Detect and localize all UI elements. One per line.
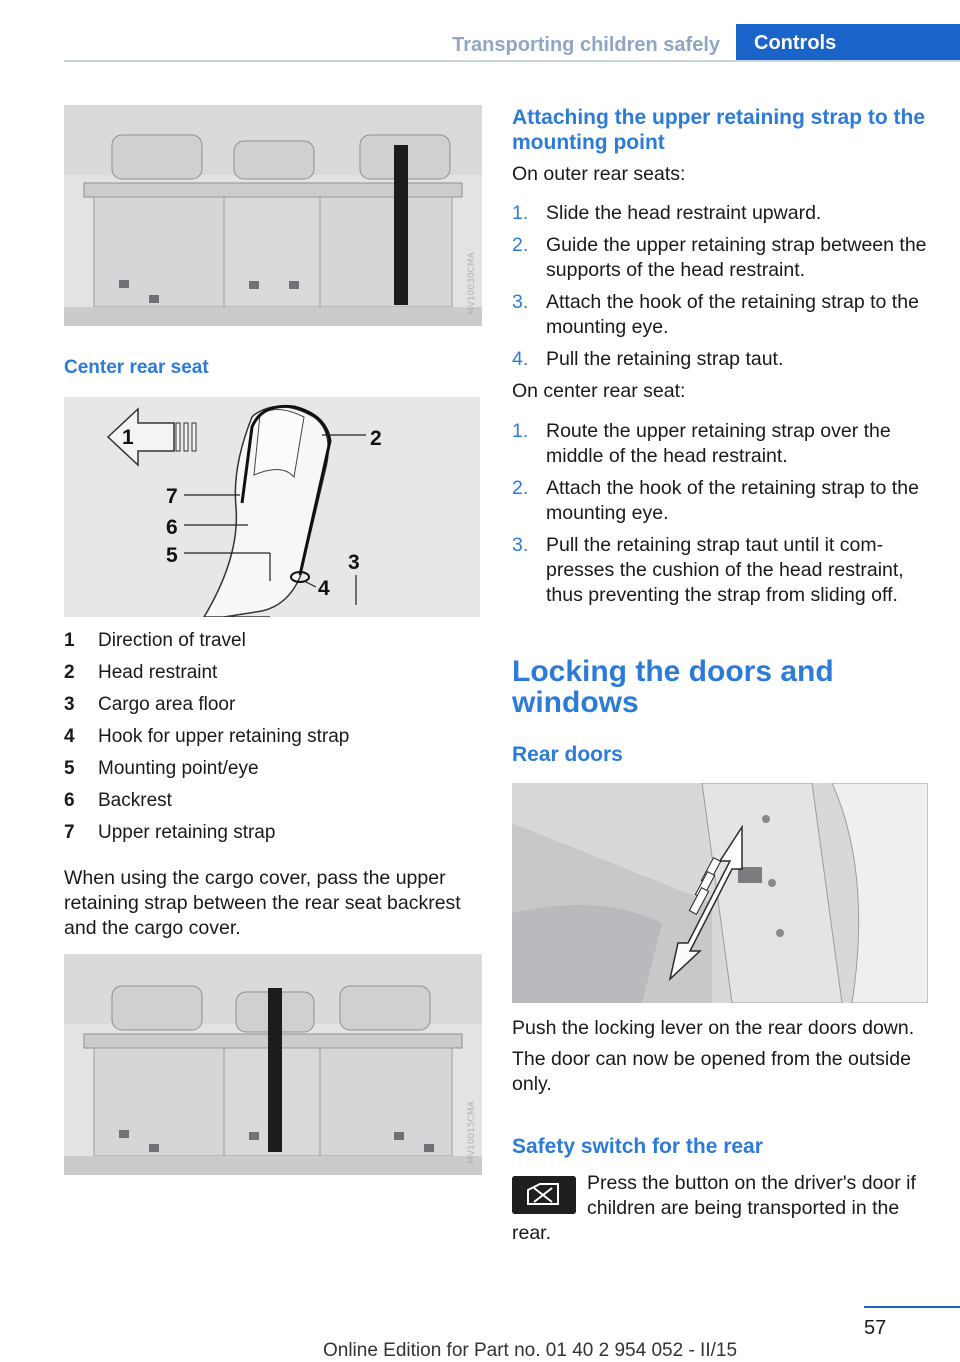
center-seat-steps (512, 419, 932, 615)
figure-outer-seat-strap-illustration (64, 105, 482, 326)
list-item: 4. Pull the retaining strap taut. (512, 348, 784, 370)
cargo-cover-note: When using the cargo cover, pass the upper retaining strap between the rear seat backrest and the cargo cover. (64, 867, 461, 939)
rear-door-lock-illustration (512, 783, 928, 1003)
footer-rule (864, 1306, 960, 1308)
diagram-label-4: 4 (318, 577, 330, 600)
legend-item: 2 Head restraint (64, 662, 218, 683)
edition-footer: Online Edition for Part no. 01 40 2 954 052 - II/15 (322, 1340, 738, 1361)
list-item: 1. Route the upper retaining strap over the middle of the head restraint. (512, 420, 891, 467)
window-lock-switch-icon (512, 1176, 576, 1214)
page-number: 57 (864, 1317, 887, 1339)
figure-code: MV10030CMA (467, 252, 477, 315)
safety-switch-text-line1: Press the button on the driver's door if (587, 1172, 916, 1194)
legend-item: 6 Backrest (64, 790, 172, 811)
safety-switch-text-line2: children are being transported in the (587, 1197, 900, 1219)
heading-safety-switch: Safety switch for the rear (512, 1135, 763, 1158)
legend-item: 1 Direction of travel (64, 630, 246, 651)
running-header-tab: Controls (736, 24, 960, 62)
figure-rear-door-lock (512, 783, 928, 1003)
heading-rear-doors: Rear doors (512, 743, 623, 766)
running-header-section: Transporting children safely (452, 34, 720, 56)
figure-center-seat-diagram (64, 397, 480, 617)
outer-seats-steps (512, 201, 932, 379)
diagram-label-1: 1 (122, 426, 134, 449)
legend-item: 3 Cargo area floor (64, 694, 236, 715)
list-item: 2. Guide the upper retaining strap between the supports of the head restraint. (512, 234, 927, 281)
list-item: 1. Slide the head restraint upward. (512, 202, 822, 224)
figure-legend (64, 628, 484, 852)
center-seat-intro: On center rear seat: (512, 380, 686, 402)
legend-item: 5 Mounting point/eye (64, 758, 259, 779)
figure-center-strap-illustration (64, 954, 482, 1175)
list-item: 2. Attach the hook of the retaining strap to the mounting eye. (512, 477, 919, 524)
diagram-label-3: 3 (348, 551, 360, 574)
legend-item: 7 Upper retaining strap (64, 822, 276, 843)
list-item: 3. Attach the hook of the retaining strap to the mounting eye. (512, 291, 919, 338)
heading-attaching-strap: Attaching the upper retaining strap to the mounting point (512, 106, 926, 154)
center-seat-diagram-svg (64, 397, 480, 617)
safety-switch-text-line3: rear. (512, 1222, 552, 1244)
diagram-label-2: 2 (370, 427, 382, 450)
diagram-label-5: 5 (166, 544, 178, 567)
figure-caption-center-rear-seat: Center rear seat (64, 357, 209, 378)
figure-outer-seat-strap (64, 105, 482, 326)
figure-code: MV10015CMA (467, 1101, 477, 1164)
diagram-label-7: 7 (166, 485, 178, 508)
diagram-label-6: 6 (166, 516, 178, 539)
outer-seats-intro: On outer rear seats: (512, 163, 686, 185)
figure-center-strap-cargo-cover (64, 954, 482, 1175)
heading-locking-doors: Locking the doors and windows (512, 655, 834, 719)
legend-item: 4 Hook for upper retaining strap (64, 726, 350, 747)
window-lock-icon-svg (512, 1176, 576, 1214)
list-item: 3. Pull the retaining strap taut until it com‐ presses the cushion of the head restraint, thus preventing the strap from sliding off. (512, 534, 904, 606)
push-lever-text: Push the locking lever on the rear doors down. (512, 1017, 915, 1039)
header-rule (64, 60, 960, 62)
door-open-text: The door can now be opened from the outside only. (512, 1048, 911, 1095)
